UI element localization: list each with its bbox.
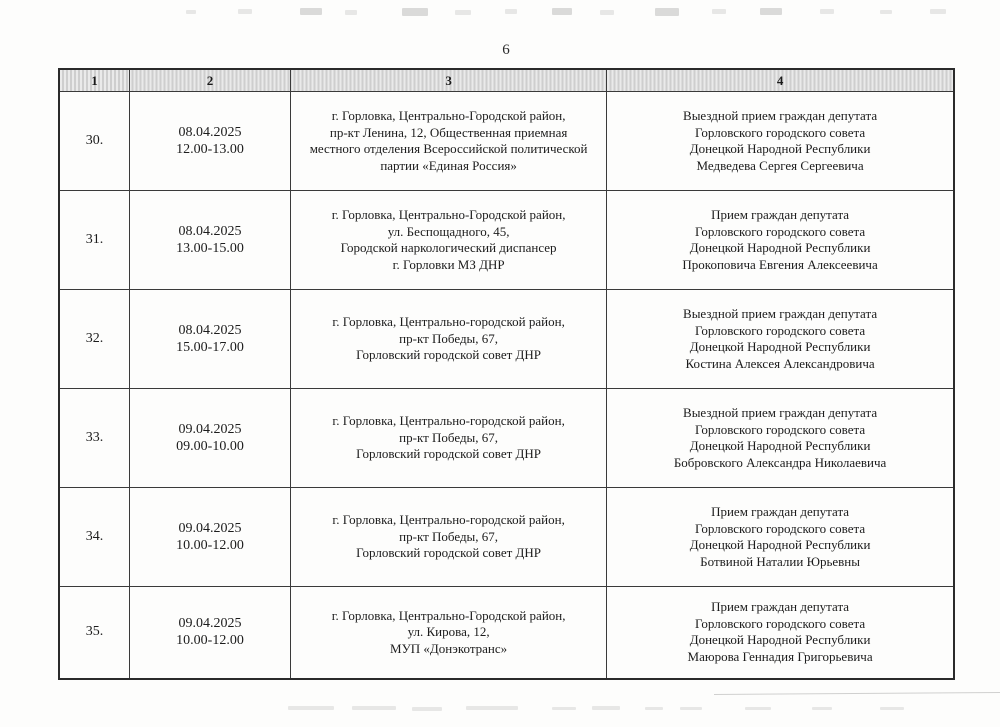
row-date: 08.04.2025 <box>178 224 242 239</box>
scan-artifact <box>714 692 1000 695</box>
scan-artifact <box>592 706 620 710</box>
row-reception-info: Прием граждан депутата Горловского городского совета Донецкой Народной Республики Прокоповича Евгения Алексеевича <box>607 191 954 290</box>
row-date: 09.04.2025 <box>178 521 242 536</box>
scan-artifact <box>186 10 196 14</box>
row-address: г. Горловка, Центрально-городской район, пр-кт Победы, 67, Горловский городской совет ДНР <box>291 290 607 389</box>
row-address: г. Горловка, Центрально-Городской район, ул. Беспощадного, 45, Городской наркологический диспансер г. Горловки МЗ ДНР <box>291 191 607 290</box>
scan-artifact <box>880 10 892 14</box>
row-time: 10.00-12.00 <box>176 538 244 553</box>
row-date: 09.04.2025 <box>178 616 242 632</box>
scan-artifact <box>820 9 834 14</box>
table-row <box>59 290 954 389</box>
row-time: 09.00-10.00 <box>176 439 244 454</box>
reception-schedule-table <box>58 68 955 680</box>
scan-artifact <box>300 8 322 15</box>
scan-artifact <box>352 706 396 710</box>
column-header-1: 1 <box>59 69 129 92</box>
scan-artifact <box>412 707 442 711</box>
scan-artifact <box>680 707 702 710</box>
table-row <box>59 92 954 191</box>
table-row <box>59 587 954 679</box>
scan-artifact <box>505 9 517 14</box>
row-number: 30. <box>59 92 129 191</box>
row-date: 08.04.2025 <box>178 323 242 338</box>
row-time: 13.00-15.00 <box>176 241 244 256</box>
row-number: 31. <box>59 191 129 290</box>
scan-artifact <box>645 707 663 710</box>
row-datetime <box>129 92 290 191</box>
row-number: 33. <box>59 389 129 488</box>
row-reception-info: Выездной прием граждан депутата Горловского городского совета Донецкой Народной Республики Медведева Сергея Сергеевича <box>607 92 954 191</box>
table-row <box>59 191 954 290</box>
scan-artifact <box>880 707 904 710</box>
row-number: 35. <box>59 587 129 679</box>
scan-artifact <box>760 8 782 15</box>
scan-artifact <box>455 10 471 15</box>
row-datetime <box>129 488 290 587</box>
scan-artifact <box>552 8 572 15</box>
table-row <box>59 488 954 587</box>
table-row <box>59 389 954 488</box>
row-address: г. Горловка, Центрально-городской район, пр-кт Победы, 67, Горловский городской совет ДНР <box>291 488 607 587</box>
scan-artifact <box>600 10 614 15</box>
row-date: 08.04.2025 <box>178 125 242 140</box>
row-date: 09.04.2025 <box>178 422 242 437</box>
row-reception-info: Прием граждан депутата Горловского городского совета Донецкой Народной Республики Ботвиной Наталии Юрьевны <box>607 488 954 587</box>
scan-artifact <box>552 707 576 710</box>
table-header-row <box>59 69 954 92</box>
row-reception-info: Выездной прием граждан депутата Горловского городского совета Донецкой Народной Республики Бобровского Александра Николаевича <box>607 389 954 488</box>
row-time: 15.00-17.00 <box>176 340 244 355</box>
row-address: г. Горловка, Центрально-городской район, пр-кт Победы, 67, Горловский городской совет ДНР <box>291 389 607 488</box>
scan-artifact <box>930 9 946 14</box>
scan-artifact <box>466 706 518 710</box>
row-time: 12.00-13.00 <box>176 142 244 157</box>
row-time: 10.00-12.00 <box>176 633 244 649</box>
scan-artifact <box>345 10 357 15</box>
scan-artifact <box>712 9 726 14</box>
page-number: 6 <box>502 42 510 58</box>
column-header-2: 2 <box>129 69 290 92</box>
row-number: 32. <box>59 290 129 389</box>
row-datetime <box>129 290 290 389</box>
scan-artifact <box>402 8 428 16</box>
column-header-4: 4 <box>607 69 954 92</box>
row-address: г. Горловка, Центрально-Городской район, ул. Кирова, 12, МУП «Донэкотранс» <box>291 587 607 679</box>
row-datetime <box>129 191 290 290</box>
column-header-3: 3 <box>291 69 607 92</box>
scan-artifact <box>745 707 771 710</box>
scan-artifact <box>288 706 334 710</box>
row-reception-info: Прием граждан депутата Горловского городского совета Донецкой Народной Республики Маюрова Геннадия Григорьевича <box>607 587 954 679</box>
row-datetime <box>129 587 290 679</box>
row-datetime <box>129 389 290 488</box>
row-reception-info: Выездной прием граждан депутата Горловского городского совета Донецкой Народной Республики Костина Алексея Александровича <box>607 290 954 389</box>
scan-artifact <box>655 8 679 16</box>
row-address: г. Горловка, Центрально-Городской район, пр-кт Ленина, 12, Общественная приемная местного отделения Всероссийской политической партии «Единая Россия» <box>291 92 607 191</box>
row-number: 34. <box>59 488 129 587</box>
scan-artifact <box>238 9 252 14</box>
scan-artifact <box>812 707 832 710</box>
